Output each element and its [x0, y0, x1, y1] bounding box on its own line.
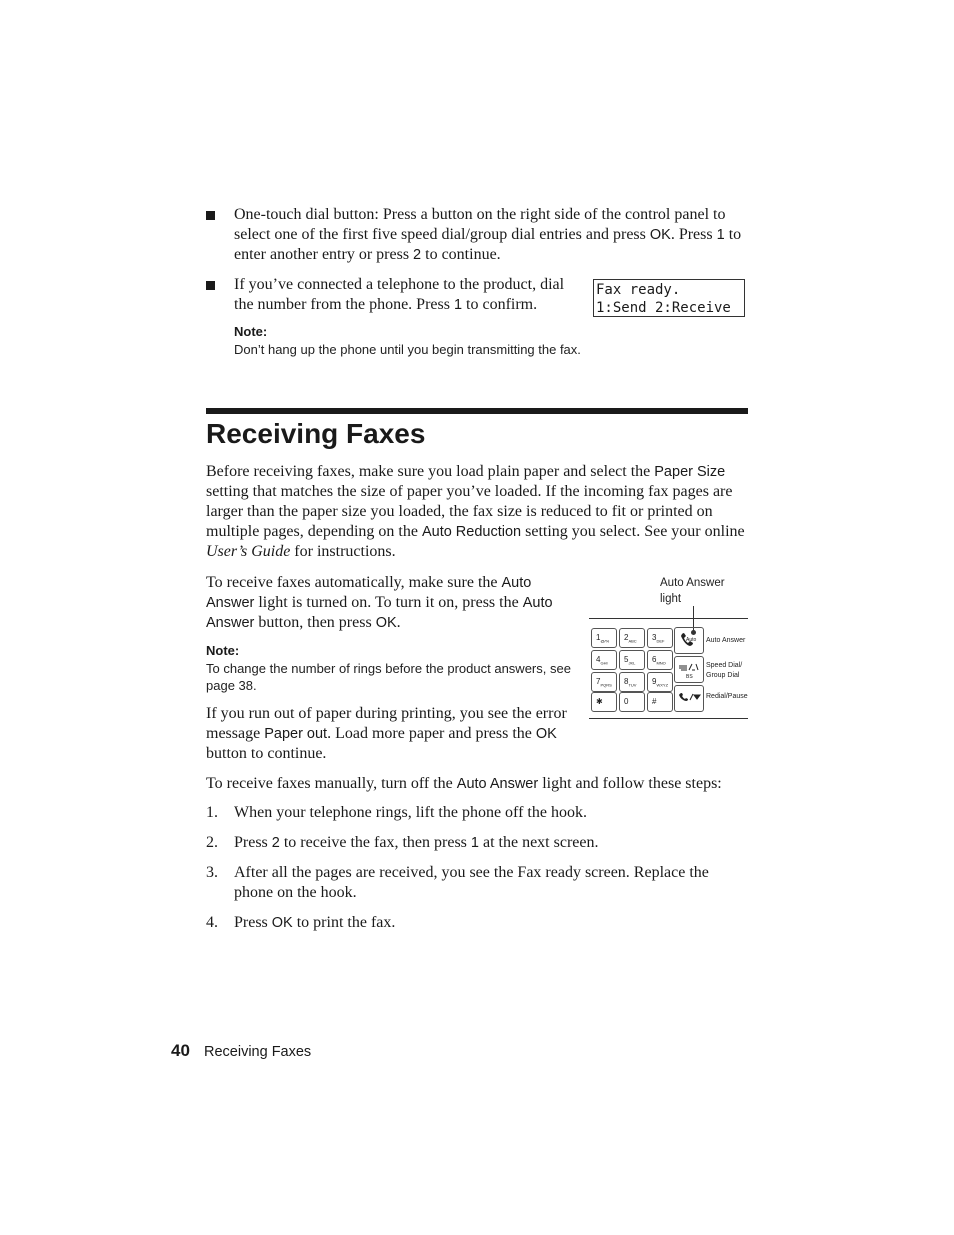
keypad-key-star: ✱ [591, 692, 617, 712]
step-item: When your telephone rings, lift the phone off the hook. [234, 804, 587, 821]
auto-answer-key [674, 627, 704, 654]
step-number: 2. [206, 834, 218, 851]
paragraph-paper-size: Before receiving faxes, make sure you load plain paper and select the Paper Size setting that matches the size of paper you’ve loaded. If the incoming fax pages are larger than the paper size you loaded, the fax size is reduced to fit or printed on multiple pages, depending on the Auto Reduction setting you select. See your online User’s Guide for instructions. [206, 463, 745, 560]
step-item: Press 2 to receive the fax, then press 1 at the next screen. [234, 834, 599, 851]
note-text: Don’t hang up the phone until you begin transmitting the fax. [234, 342, 581, 357]
paragraph-manual-receive: To receive faxes manually, turn off the Auto Answer light and follow these steps: [206, 775, 722, 792]
keypad-key-1: $1_{@/\%}$ [591, 628, 617, 648]
note-label: Note: [206, 643, 240, 658]
keypad-key-6: $6_{MNO}$ [647, 650, 673, 670]
auto-answer-label: Auto Answer [706, 637, 746, 644]
note-text: To change the number of rings before the product answers, see page 38. [206, 661, 571, 693]
keypad-key-7: $7_{PQRS}$ [591, 672, 617, 692]
keypad-key-3: $3_{DEF}$ [647, 628, 673, 648]
bullet-marker [206, 281, 215, 290]
figure-bottom-rule [589, 718, 748, 719]
section-rule [206, 408, 748, 414]
keypad-key-9: $9_{WXYZ}$ [647, 672, 673, 692]
paragraph-paper-out: If you run out of paper during printing, you see the error message Paper out. Load more paper and press the OK button to continue. [206, 705, 567, 762]
step-number: 1. [206, 804, 218, 821]
keypad-key-4: $4_{GHI}$ [591, 650, 617, 670]
paragraph-auto-answer: To receive faxes automatically, make sure the Auto Answer light is turned on. To turn it on, press the Auto Answer button, then press OK. [206, 574, 553, 631]
keypad-key-2: $2_{ABC}$ [619, 628, 645, 648]
speed-dial-label: Speed Dial/ Group Dial [706, 662, 743, 679]
keypad-key-0: 0 [619, 692, 645, 712]
step-number: 4. [206, 914, 218, 931]
page-number: 40 [171, 1041, 190, 1060]
bullet-marker [206, 211, 215, 220]
section-title: Receiving Faxes [206, 418, 426, 449]
note-label: Note: [234, 324, 268, 339]
redial-key [674, 685, 704, 712]
bullet-one-touch-dial: One-touch dial button: Press a button on the right side of the control panel to select one of the first five speed dial/group dial entries and press OK. Press 1 to enter another entry or press 2 to continue. [234, 206, 742, 263]
step-item: Press OK to print the fax. [234, 914, 396, 931]
redial-label: Redial/Pause [706, 693, 748, 700]
redial-icon [675, 686, 703, 711]
bs-label: BS [686, 674, 693, 680]
keypad-key-hash: # [647, 692, 673, 712]
auto-badge: Auto [686, 637, 697, 643]
figure-top-rule [589, 618, 748, 619]
speed-dial-key [674, 656, 704, 683]
lcd-line-1: Fax ready. [596, 282, 681, 298]
bullet-telephone-dial: If you’ve connected a telephone to the product, dial the number from the phone. Press 1 to confirm. [234, 276, 565, 313]
lcd-screen [593, 279, 745, 317]
footer-title: Receiving Faxes [204, 1044, 312, 1060]
lcd-line-2: 1:Send 2:Receive [596, 300, 731, 316]
keypad-key-8: $8_{TUV}$ [619, 672, 645, 692]
step-item: After all the pages are received, you see the Fax ready screen. Replace the phone on the hook. [234, 864, 709, 901]
figure-callout: Auto Answer light [660, 577, 725, 605]
step-number: 3. [206, 864, 218, 881]
keypad-key-5: $5_{JKL}$ [619, 650, 645, 670]
